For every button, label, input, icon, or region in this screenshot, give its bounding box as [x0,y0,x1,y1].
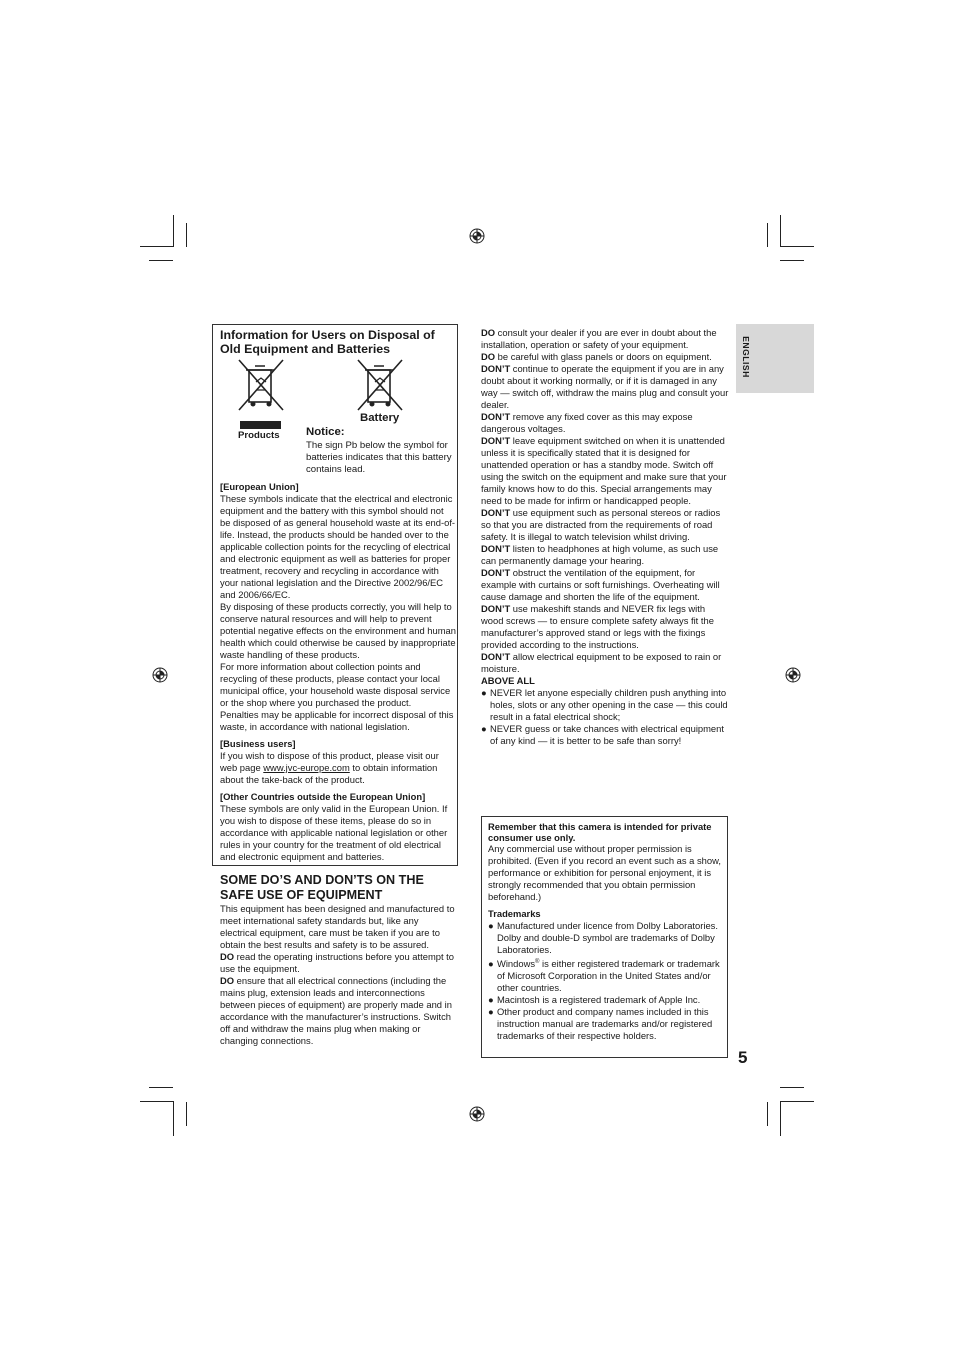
above-all-item-text: NEVER guess or take chances with electrical equipment of any kind — it is better to be safe than sorry! [490,723,724,746]
trademark-windows: Windows [497,958,536,970]
eu-text-3: For more information about collection points and recycling of these products, please contact your local municipal office, your household waste disposal service or the shop where you purchased the product. [220,661,451,708]
products-black-bar [240,421,281,429]
crossed-bin-products-icon [235,358,287,412]
page-number: 5 [738,1048,748,1067]
safety-intro: This equipment has been designed and manufactured to meet international safety standards but, like any electrical equipment, care must be taken if you are to obtain the best results and safety is to be assured. [220,903,455,950]
safety-item-text: listen to headphones at high volume, as such use can permanently damage your hearing. [481,543,719,566]
safety-item-text: leave equipment switched on when it is unattended unless it is specifically stated that it is designed for unattended operation or has a standby mode. Switch off using the switch on the equipment and make sure that your family knows how to do this. Special arrangements may need to be made for infirm or handicapped people. [481,435,727,506]
safety-item [481,327,729,351]
language-tab-label: ENGLISH [741,336,751,378]
business-text-b: to obtain information about the take-back of the product. [220,762,438,785]
safety-item-keyword: DON’T [481,363,511,374]
safety-item-keyword: DON’T [481,543,511,554]
bullet-icon: ● [488,994,494,1006]
business-heading: [Business users] [220,738,296,749]
registration-mark-icon [785,667,801,683]
eu-text-2: By disposing of these products correctly, you will help to conserve natural resources and will help to prevent potential negative effects on the environment and human health which could otherwise be caused by inappropriate waste handling of these products. [220,601,456,660]
registered-mark: ® [535,959,540,965]
notice-text: The sign Pb below the symbol for batteries indicates that this battery contains lead. [306,440,452,475]
other-heading: [Other Countries outside the European Union] [220,791,426,802]
trademark-item [488,1006,724,1042]
safety-item [481,351,729,363]
trademark-item-text: Manufactured under licence from Dolby Laboratories. Dolby and double-D symbol are trademarks of Dolby Laboratories. [497,920,718,955]
safety-left-body [220,903,456,1047]
notice-title: Notice: [306,426,345,438]
safety-item-keyword: DO [481,327,496,338]
safety-item [481,411,729,435]
safety-item [220,951,456,975]
above-all-item [481,723,729,747]
battery-label: Battery [360,412,400,424]
safety-item [220,975,456,1047]
jvc-europe-link[interactable]: www.jvc-europe.com [263,762,350,773]
eu-text-1: These symbols indicate that the electrical and electronic equipment and the battery with this symbol should not be disposed of as general household waste at its end-of-life. Instead, the products should be handed over to the applicable collection points for the recycling of electrical and electronic equipment as well as batteries for proper treatment, recovery and recycling in accordance with your national legislation and the Directive 2002/96/EC and 2006/66/EC. [220,493,456,600]
disposal-body [220,481,456,863]
safety-item-keyword: DON’T [481,603,511,614]
products-label: Products [238,430,280,441]
safety-item-text: continue to operate the equipment if you are in any doubt about it working normally, or if it is damaged in any way — switch off, withdraw the mains plug and consult your dealer. [481,363,729,410]
safety-item-keyword: DON’T [481,651,511,662]
other-text: These symbols are only valid in the European Union. If you wish to dispose of these items, please do so in accordance with applicable national legislation or other rules in your country for the treatment of old electrical and electronic equipment and batteries. [220,803,448,862]
safety-item-text: use equipment such as personal stereos or radios so that you are distracted from the requirements of road safety. It is illegal to watch television whilst driving. [481,507,721,542]
safety-item-text: obstruct the ventilation of the equipment, for example with curtains or soft furnishings. Overheating will cause damage and shorten the life of the equipment. [481,567,720,602]
private-use-text: Any commercial use without proper permission is prohibited. (Even if you record an event such as a show, performance or exhibition for personal enjoyment, it is strongly recommended that you obtain permission beforehand.) [488,843,721,902]
trademark-item-text: Macintosh is a registered trademark of Apple Inc. [497,994,701,1006]
safety-item-text: be careful with glass panels or doors on equipment. [497,351,712,362]
trademark-item-text: is either registered trademark or trademark of Microsoft Corporation in the United States and/or other countries. [497,958,720,994]
safety-item [481,363,729,411]
safety-item [481,543,729,567]
trademark-item-text: Other product and company names included in this instruction manual are trademarks and/or registered trademarks of their respective holders. [497,1006,713,1042]
above-all-item [481,687,729,723]
safety-heading: SOME DO’S AND DON’TS ON THE SAFE USE OF EQUIPMENT [220,873,424,902]
safety-item-keyword: DON’T [481,411,511,422]
crossed-bin-battery-icon [354,358,406,412]
trademark-item [488,994,724,1006]
safety-item [481,651,729,675]
safety-item-keyword: DON’T [481,567,511,578]
trademark-item [488,920,724,956]
safety-item-text: read the operating instructions before you attempt to use the equipment. [220,951,454,974]
eu-text-4: Penalties may be applicable for incorrect disposal of this waste, in accordance with national legislation. [220,709,454,732]
safety-item [481,567,729,603]
above-all-heading: ABOVE ALL [481,675,535,686]
trademarks-heading: Trademarks [488,908,541,919]
business-text [220,750,456,786]
safety-item-text: remove any fixed cover as this may expose dangerous voltages. [481,411,693,434]
safety-item-text: use makeshift stands and NEVER fix legs with wood screws — to ensure complete safety always fit the manufacturer’s approved stand or legs with the fixings provided according to the instructions. [481,603,714,650]
registration-mark-icon [469,1106,485,1122]
safety-right-body [481,327,729,747]
above-all-item-text: NEVER let anyone especially children push anything into holes, slots or any other opening in the case — this could result in a fatal electrical shock; [490,687,728,722]
safety-item [481,507,729,543]
bullet-icon: ● [481,723,487,734]
business-text-a: If you wish to dispose of this product, please visit our web page [220,750,439,773]
eu-heading: [European Union] [220,481,299,492]
registration-mark-icon [152,667,168,683]
bullet-icon: ● [488,958,494,970]
bullet-icon: ● [481,687,487,698]
safety-item-keyword: DON’T [481,435,511,446]
bullet-icon: ● [488,920,494,931]
trademark-item [488,956,724,994]
disposal-title: Information for Users on Disposal of Old Equipment and Batteries [220,328,435,356]
safety-item [481,603,729,651]
safety-item-text: allow electrical equipment to be exposed to rain or moisture. [481,651,722,674]
safety-item-keyword: DO [220,975,235,986]
safety-item [481,435,729,507]
safety-item-keyword: DO [220,951,235,962]
private-use-body [488,821,724,1042]
private-use-heading: Remember that this camera is intended for private consumer use only. [488,821,712,843]
bullet-icon: ● [488,1006,494,1018]
safety-item-keyword: DO [481,351,496,362]
safety-item-keyword: DON’T [481,507,511,518]
registration-mark-icon [469,228,485,244]
safety-item-text: consult your dealer if you are ever in doubt about the installation, operation or safety of your equipment. [481,327,717,350]
safety-item-text: ensure that all electrical connections (including the mains plug, extension leads and interconnections between pieces of equipment) are properly made and in accordance with the manufacturer’s instructions. Switch off and withdraw the mains plug when making or changing connections. [220,975,452,1046]
